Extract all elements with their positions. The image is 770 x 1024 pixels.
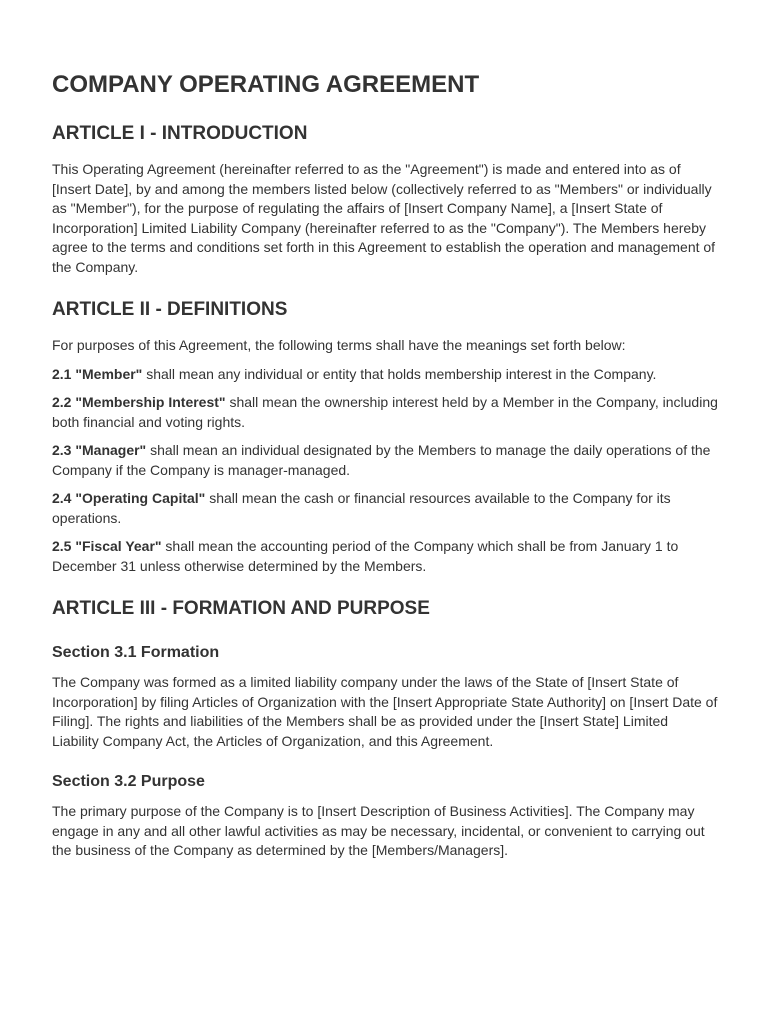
article-1-heading: ARTICLE I - INTRODUCTION: [52, 123, 308, 144]
section-3-1-body: The Company was formed as a limited liability company under the laws of the State of [Insert State of Incorporation] by filing Articles of Organization with the [Insert Appropriate State Authority] on [Insert Date of Filing]. The rights and liabilities of the Members shall be as provided under the [Insert State] Limited Liability Company Act, the Articles of Organization, and this Agreement.: [52, 674, 718, 749]
definition-text: shall mean the ownership interest held by a Member in the Company, including both financial and voting rights.: [52, 394, 718, 430]
definition-member: [52, 365, 718, 385]
definition-term: 2.3 "Manager": [52, 442, 147, 458]
section-3-2-heading: Section 3.2 Purpose: [52, 773, 205, 790]
definition-operating-capital: [52, 489, 718, 528]
document-title: COMPANY OPERATING AGREEMENT: [52, 71, 480, 98]
definition-term: 2.5 "Fiscal Year": [52, 538, 162, 554]
definition-term: 2.2 "Membership Interest": [52, 394, 226, 410]
article-2-intro: For purposes of this Agreement, the following terms shall have the meanings set forth below:: [52, 337, 626, 353]
article-1-body: This Operating Agreement (hereinafter referred to as the "Agreement") is made and entered into as of [Insert Date], by and among the members listed below (collectively referred to as "Members" or individually as "Member"), for the purpose of regulating the affairs of [Insert Company Name], a [Insert State of Incorporation] Limited Liability Company (hereinafter referred to as the "Company"). The Members hereby agree to the terms and conditions set forth in this Agreement to establish the operation and management of the Company.: [52, 161, 716, 275]
definition-text: shall mean an individual designated by the Members to manage the daily operations of the Company if the Company is manager-managed.: [52, 442, 711, 478]
definition-term: 2.1 "Member": [52, 365, 143, 382]
definition-fiscal-year: [52, 537, 718, 576]
definition-text: shall mean the accounting period of the Company which shall be from January 1 to December 31 unless otherwise determined by the Members.: [52, 538, 679, 574]
definition-text: shall mean the cash or financial resources available to the Company for its operations.: [52, 490, 671, 526]
definition-membership-interest: [52, 393, 718, 432]
definition-text: shall mean any individual or entity that holds membership interest in the Company.: [142, 365, 657, 382]
definition-manager: [52, 441, 718, 480]
definition-term: 2.4 "Operating Capital": [52, 490, 206, 506]
section-3-1-heading: Section 3.1 Formation: [52, 644, 220, 661]
article-3-heading: ARTICLE III - FORMATION AND PURPOSE: [52, 598, 430, 619]
article-2-heading: ARTICLE II - DEFINITIONS: [52, 299, 288, 320]
section-3-2-body: The primary purpose of the Company is to [Insert Description of Business Activities]. The Company may engage in any and all other lawful activities as may be necessary, incidental, or convenient to carrying out the business of the Company as determined by the [Members/Managers].: [52, 803, 705, 858]
